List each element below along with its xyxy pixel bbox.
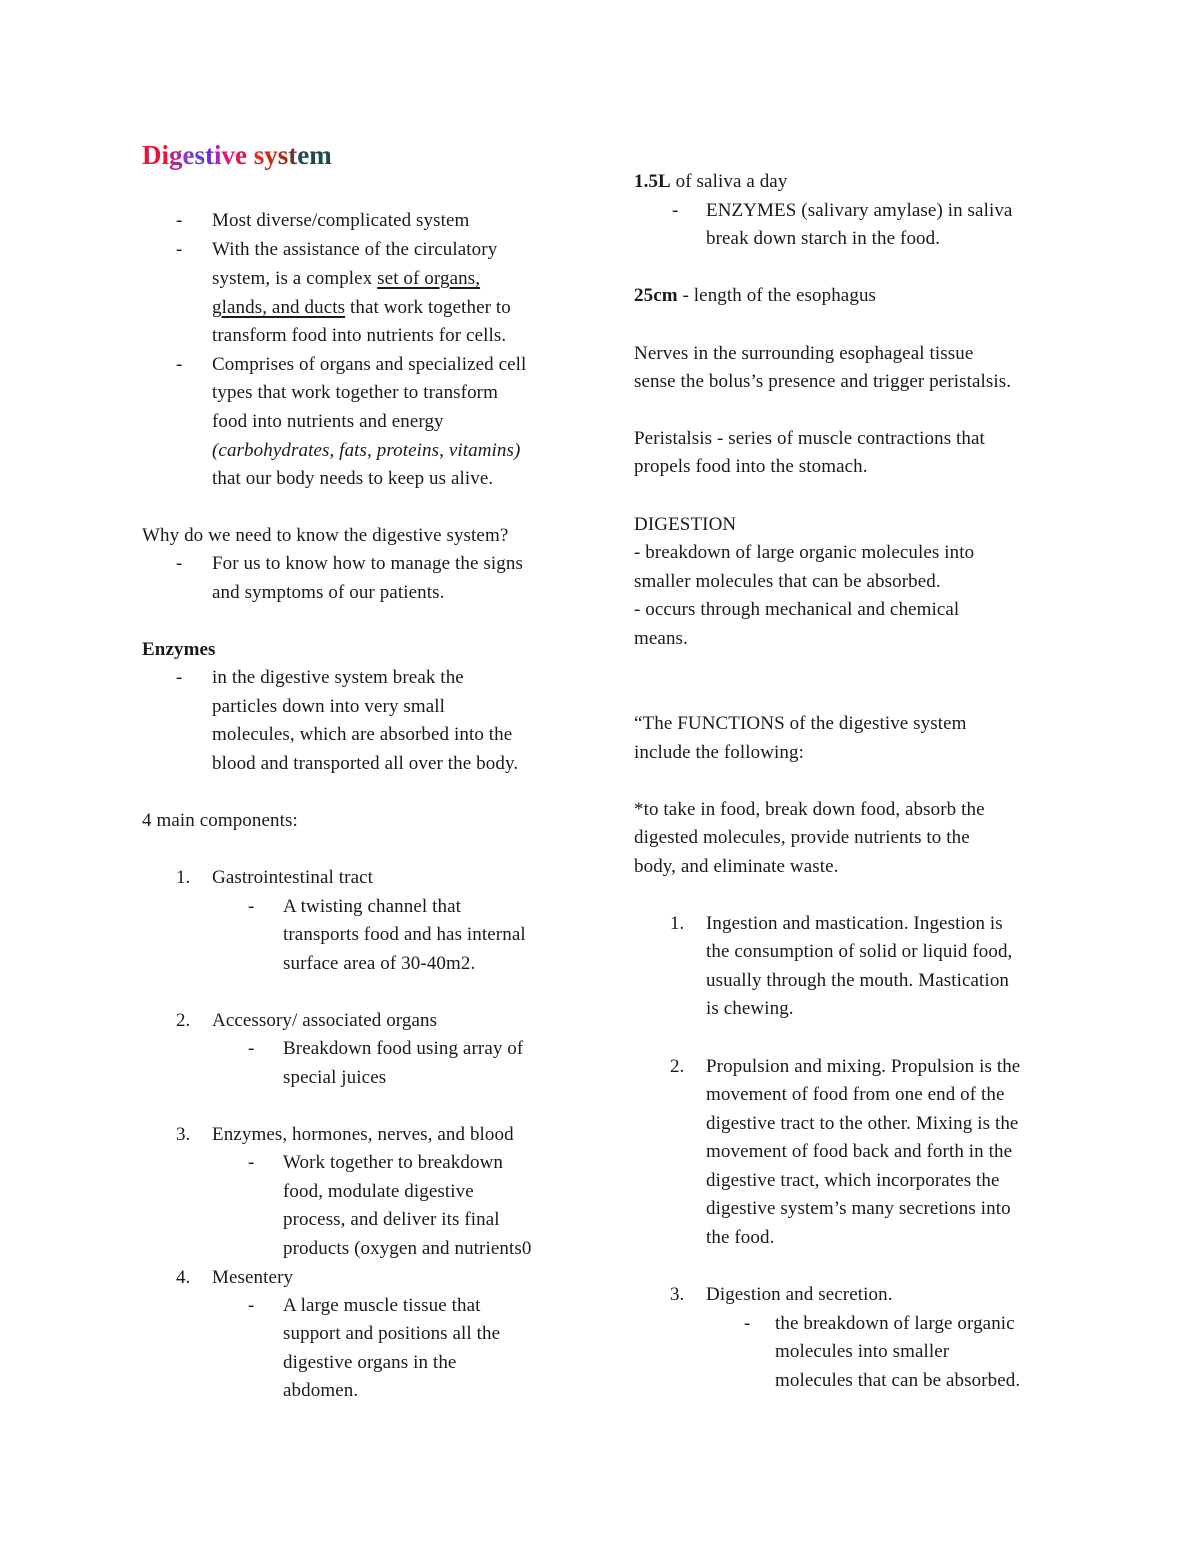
bullet-text: transform food into nutrients for cells. (212, 325, 507, 346)
bullet-text: molecules, which are absorbed into the (212, 724, 513, 745)
bullet-text: blood and transported all over the body. (212, 753, 519, 774)
list-item: Accessory/ associated organs (212, 1010, 438, 1031)
bullet-text (212, 265, 480, 294)
list-item: is chewing. (706, 998, 794, 1019)
bullet-dash: - (248, 1152, 255, 1173)
list-number: 3. (176, 1124, 191, 1145)
list-item: movement of food from one end of the (706, 1084, 1005, 1105)
bold-value: 1.5L (634, 171, 671, 192)
list-item: the consumption of solid or liquid food, (706, 941, 1013, 962)
paragraph-line: propels food into the stomach. (634, 456, 868, 477)
list-item: usually through the mouth. Mastication (706, 970, 1010, 991)
title-letter: y (264, 140, 278, 170)
sub-bullet-text: Breakdown food using array of (283, 1038, 524, 1059)
text-span: - length of the esophagus (677, 285, 877, 306)
paragraph-line: smaller molecules that can be absorbed. (634, 571, 941, 592)
bullet-text: food into nutrients and energy (212, 411, 444, 432)
title-letter: i (161, 140, 170, 170)
title-letter: s (277, 140, 289, 170)
paragraph-line: digested molecules, provide nutrients to the (634, 827, 970, 848)
list-number: 1. (176, 867, 191, 888)
bullet-text: Comprises of organs and specialized cell (212, 354, 527, 375)
paragraph-line: Nerves in the surrounding esophageal tissue (634, 343, 974, 364)
list-item: the food. (706, 1227, 775, 1248)
bullet-dash: - (176, 239, 183, 260)
bullet-text (212, 294, 511, 323)
sub-bullet-text: A twisting channel that (283, 896, 462, 917)
sub-bullet-text: support and positions all the (283, 1323, 501, 1344)
list-item: Enzymes, hormones, nerves, and blood (212, 1124, 514, 1145)
sub-bullet-text: surface area of 30-40m2. (283, 953, 476, 974)
bullet-text: Most diverse/complicated system (212, 210, 470, 231)
sub-bullet-text: abdomen. (283, 1380, 359, 1401)
list-item: Propulsion and mixing. Propulsion is the (706, 1056, 1021, 1077)
title-letter: e (235, 140, 248, 170)
list-item: Ingestion and mastication. Ingestion is (706, 913, 1003, 934)
section-heading: DIGESTION (634, 514, 737, 535)
title-letter: v (221, 140, 236, 170)
esophagus-fact (634, 282, 876, 311)
page-title (142, 140, 332, 171)
list-item: Gastrointestinal tract (212, 867, 374, 888)
paragraph-line: Peristalsis - series of muscle contractions that (634, 428, 985, 449)
text-span: system, is a complex (212, 268, 378, 289)
list-item: Digestion and secretion. (706, 1284, 893, 1305)
bullet-text: types that work together to transform (212, 382, 498, 403)
list-item: movement of food back and forth in the (706, 1141, 1013, 1162)
bullet-text: in the digestive system break the (212, 667, 464, 688)
bullet-dash: - (744, 1313, 751, 1334)
sub-bullet-text: transports food and has internal (283, 924, 526, 945)
title-letter: m (309, 140, 332, 170)
bullet-text: ENZYMES (salivary amylase) in saliva (706, 200, 1013, 221)
sub-bullet-text: molecules that can be absorbed. (775, 1370, 1021, 1391)
text-span: that work together to (345, 297, 511, 318)
title-letter: t (288, 140, 298, 170)
bullet-text: break down starch in the food. (706, 228, 941, 249)
bold-value: 25cm (634, 285, 678, 306)
underlined-text: glands, and ducts (212, 297, 346, 318)
sub-bullet-text: A large muscle tissue that (283, 1295, 481, 1316)
title-letter: t (205, 140, 215, 170)
bullet-dash: - (248, 1038, 255, 1059)
bullet-text: With the assistance of the circulatory (212, 239, 498, 260)
bullet-dash: - (176, 210, 183, 231)
sub-bullet-text: special juices (283, 1067, 387, 1088)
sub-bullet-text: food, modulate digestive (283, 1181, 474, 1202)
title-letter: e (182, 140, 195, 170)
sub-bullet-text: products (oxygen and nutrients0 (283, 1238, 532, 1259)
title-letter: s (253, 140, 265, 170)
underlined-text: set of organs, (377, 268, 481, 289)
title-letter: i (214, 140, 222, 170)
bullet-text: (carbohydrates, fats, proteins, vitamins) (212, 440, 521, 461)
list-item: Mesentery (212, 1267, 294, 1288)
sub-bullet-text: the breakdown of large organic (775, 1313, 1015, 1334)
text-span: of saliva a day (670, 171, 788, 192)
sub-bullet-text: Work together to breakdown (283, 1152, 504, 1173)
paragraph-line: include the following: (634, 742, 804, 763)
title-letter: D (142, 140, 162, 170)
bullet-dash: - (248, 1295, 255, 1316)
paragraph-line: - occurs through mechanical and chemical (634, 599, 960, 620)
list-item: digestive tract, which incorporates the (706, 1170, 1000, 1191)
paragraph-line: body, and eliminate waste. (634, 856, 839, 877)
bullet-text: and symptoms of our patients. (212, 582, 445, 603)
list-item: digestive system’s many secretions into (706, 1198, 1011, 1219)
sub-bullet-text: digestive organs in the (283, 1352, 457, 1373)
question-text: Why do we need to know the digestive system? (142, 525, 509, 546)
list-number: 2. (176, 1010, 191, 1031)
title-letter: s (194, 140, 206, 170)
sub-bullet-text: molecules into smaller (775, 1341, 950, 1362)
saliva-fact (634, 168, 787, 197)
title-letter: e (297, 140, 310, 170)
paragraph-line: sense the bolus’s presence and trigger peristalsis. (634, 371, 1012, 392)
title-space (247, 140, 254, 170)
bullet-dash: - (176, 667, 183, 688)
list-number: 4. (176, 1267, 191, 1288)
title-letter: g (169, 140, 183, 170)
paragraph-line: *to take in food, break down food, absorb the (634, 799, 985, 820)
list-item: digestive tract to the other. Mixing is the (706, 1113, 1019, 1134)
paragraph-line: “The FUNCTIONS of the digestive system (634, 713, 967, 734)
bullet-dash: - (176, 354, 183, 375)
section-heading: Enzymes (142, 639, 216, 660)
bullet-dash: - (176, 553, 183, 574)
bullet-text: that our body needs to keep us alive. (212, 468, 494, 489)
bullet-dash: - (672, 200, 679, 221)
section-heading: 4 main components: (142, 810, 298, 831)
bullet-dash: - (248, 896, 255, 917)
list-number: 2. (670, 1056, 685, 1077)
list-number: 3. (670, 1284, 685, 1305)
bullet-text: particles down into very small (212, 696, 446, 717)
sub-bullet-text: process, and deliver its final (283, 1209, 500, 1230)
bullet-text: For us to know how to manage the signs (212, 553, 523, 574)
list-number: 1. (670, 913, 685, 934)
paragraph-line: - breakdown of large organic molecules into (634, 542, 975, 563)
paragraph-line: means. (634, 628, 688, 649)
